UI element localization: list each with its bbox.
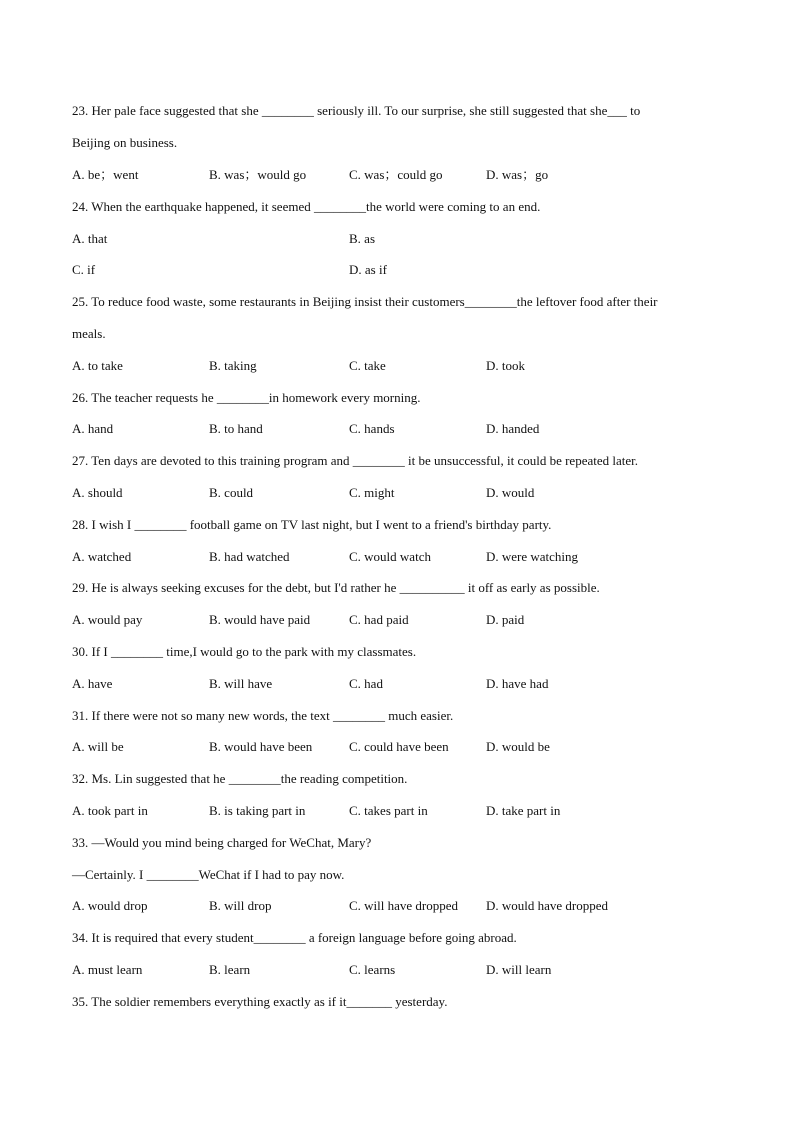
- question-33-stem: 33. —Would you mind being charged for WeChat, Mary?: [72, 835, 372, 850]
- option-d: D. would be: [486, 739, 550, 754]
- question-28-stem: 28. I wish I ________ football game on TV last night, but I went to a friend's birthday party.: [72, 517, 552, 532]
- option-d: D. handed: [486, 421, 540, 436]
- option-a: A. must learn: [72, 962, 143, 977]
- option-b: B. taking: [209, 358, 257, 373]
- option-a: A. took part in: [72, 803, 148, 818]
- option-d: D. paid: [486, 612, 525, 627]
- option-a: A. that: [72, 231, 108, 246]
- option-c: C. learns: [349, 962, 396, 977]
- question-33-options: [72, 898, 632, 914]
- question-29-options: [72, 612, 632, 628]
- option-d: D. as if: [349, 262, 387, 277]
- option-b: B. had watched: [209, 549, 290, 564]
- question-24-options-row-2: [72, 262, 632, 278]
- question-30-options: [72, 676, 632, 692]
- option-b: B. to hand: [209, 421, 263, 436]
- question-27-stem: 27. Ten days are devoted to this training program and ________ it be unsuccessful, it could be repeated later.: [72, 453, 639, 468]
- option-a: A. be；went: [72, 167, 139, 182]
- option-c: C. will have dropped: [349, 898, 459, 913]
- question-30-stem: 30. If I ________ time,I would go to the park with my classmates.: [72, 644, 417, 659]
- question-34-stem: 34. It is required that every student________ a foreign language before going abroad.: [72, 930, 517, 945]
- option-c: C. hands: [349, 421, 395, 436]
- question-23-options: [72, 167, 632, 183]
- option-a: A. will be: [72, 739, 124, 754]
- question-31-options: [72, 739, 632, 755]
- question-25-stem-continued: meals.: [72, 326, 106, 341]
- option-c: C. would watch: [349, 549, 431, 564]
- option-a: A. should: [72, 485, 123, 500]
- question-23-stem: 23. Her pale face suggested that she ________ seriously ill. To our surprise, she still suggested that she___ to: [72, 103, 641, 118]
- option-c: C. had: [349, 676, 383, 691]
- question-24-options-row-1: [72, 231, 632, 247]
- option-a: A. to take: [72, 358, 123, 373]
- option-b: B. as: [349, 231, 375, 246]
- option-c: C. takes part in: [349, 803, 428, 818]
- option-a: A. hand: [72, 421, 114, 436]
- option-d: D. take part in: [486, 803, 561, 818]
- option-d: D. was；go: [486, 167, 549, 182]
- question-27-options: [72, 485, 632, 501]
- option-d: D. would: [486, 485, 535, 500]
- option-a: A. would drop: [72, 898, 148, 913]
- option-d: D. will learn: [486, 962, 552, 977]
- question-29-stem: 29. He is always seeking excuses for the debt, but I'd rather he __________ it off as early as possible.: [72, 580, 600, 595]
- question-32-stem: 32. Ms. Lin suggested that he ________the reading competition.: [72, 771, 408, 786]
- question-25-options: [72, 358, 632, 374]
- question-31-stem: 31. If there were not so many new words, the text ________ much easier.: [72, 708, 454, 723]
- option-b: B. would have paid: [209, 612, 311, 627]
- option-d: D. would have dropped: [486, 898, 609, 913]
- question-33-stem-continued: —Certainly. I ________WeChat if I had to pay now.: [72, 867, 345, 882]
- option-c: C. take: [349, 358, 386, 373]
- option-c: C. could have been: [349, 739, 449, 754]
- option-a: A. watched: [72, 549, 132, 564]
- option-d: D. took: [486, 358, 525, 373]
- option-b: B. is taking part in: [209, 803, 306, 818]
- option-d: D. have had: [486, 676, 549, 691]
- option-b: B. learn: [209, 962, 251, 977]
- option-b: B. was；would go: [209, 167, 307, 182]
- option-c: C. might: [349, 485, 395, 500]
- option-d: D. were watching: [486, 549, 579, 564]
- option-a: A. have: [72, 676, 113, 691]
- option-b: B. will drop: [209, 898, 272, 913]
- question-35-stem: 35. The soldier remembers everything exactly as if it_______ yesterday.: [72, 994, 448, 1009]
- option-c: C. had paid: [349, 612, 409, 627]
- question-34-options: [72, 962, 632, 978]
- question-26-options: [72, 421, 632, 437]
- question-25-stem: 25. To reduce food waste, some restaurants in Beijing insist their customers________the leftover food after their: [72, 294, 658, 309]
- question-28-options: [72, 549, 632, 565]
- question-24-stem: 24. When the earthquake happened, it seemed ________the world were coming to an end.: [72, 199, 541, 214]
- option-b: B. could: [209, 485, 254, 500]
- option-a: A. would pay: [72, 612, 143, 627]
- question-23-stem-continued: Beijing on business.: [72, 135, 178, 150]
- question-32-options: [72, 803, 632, 819]
- option-b: B. would have been: [209, 739, 313, 754]
- question-26-stem: 26. The teacher requests he ________in homework every morning.: [72, 390, 421, 405]
- option-c: C. was；could go: [349, 167, 443, 182]
- option-b: B. will have: [209, 676, 273, 691]
- option-c: C. if: [72, 262, 96, 277]
